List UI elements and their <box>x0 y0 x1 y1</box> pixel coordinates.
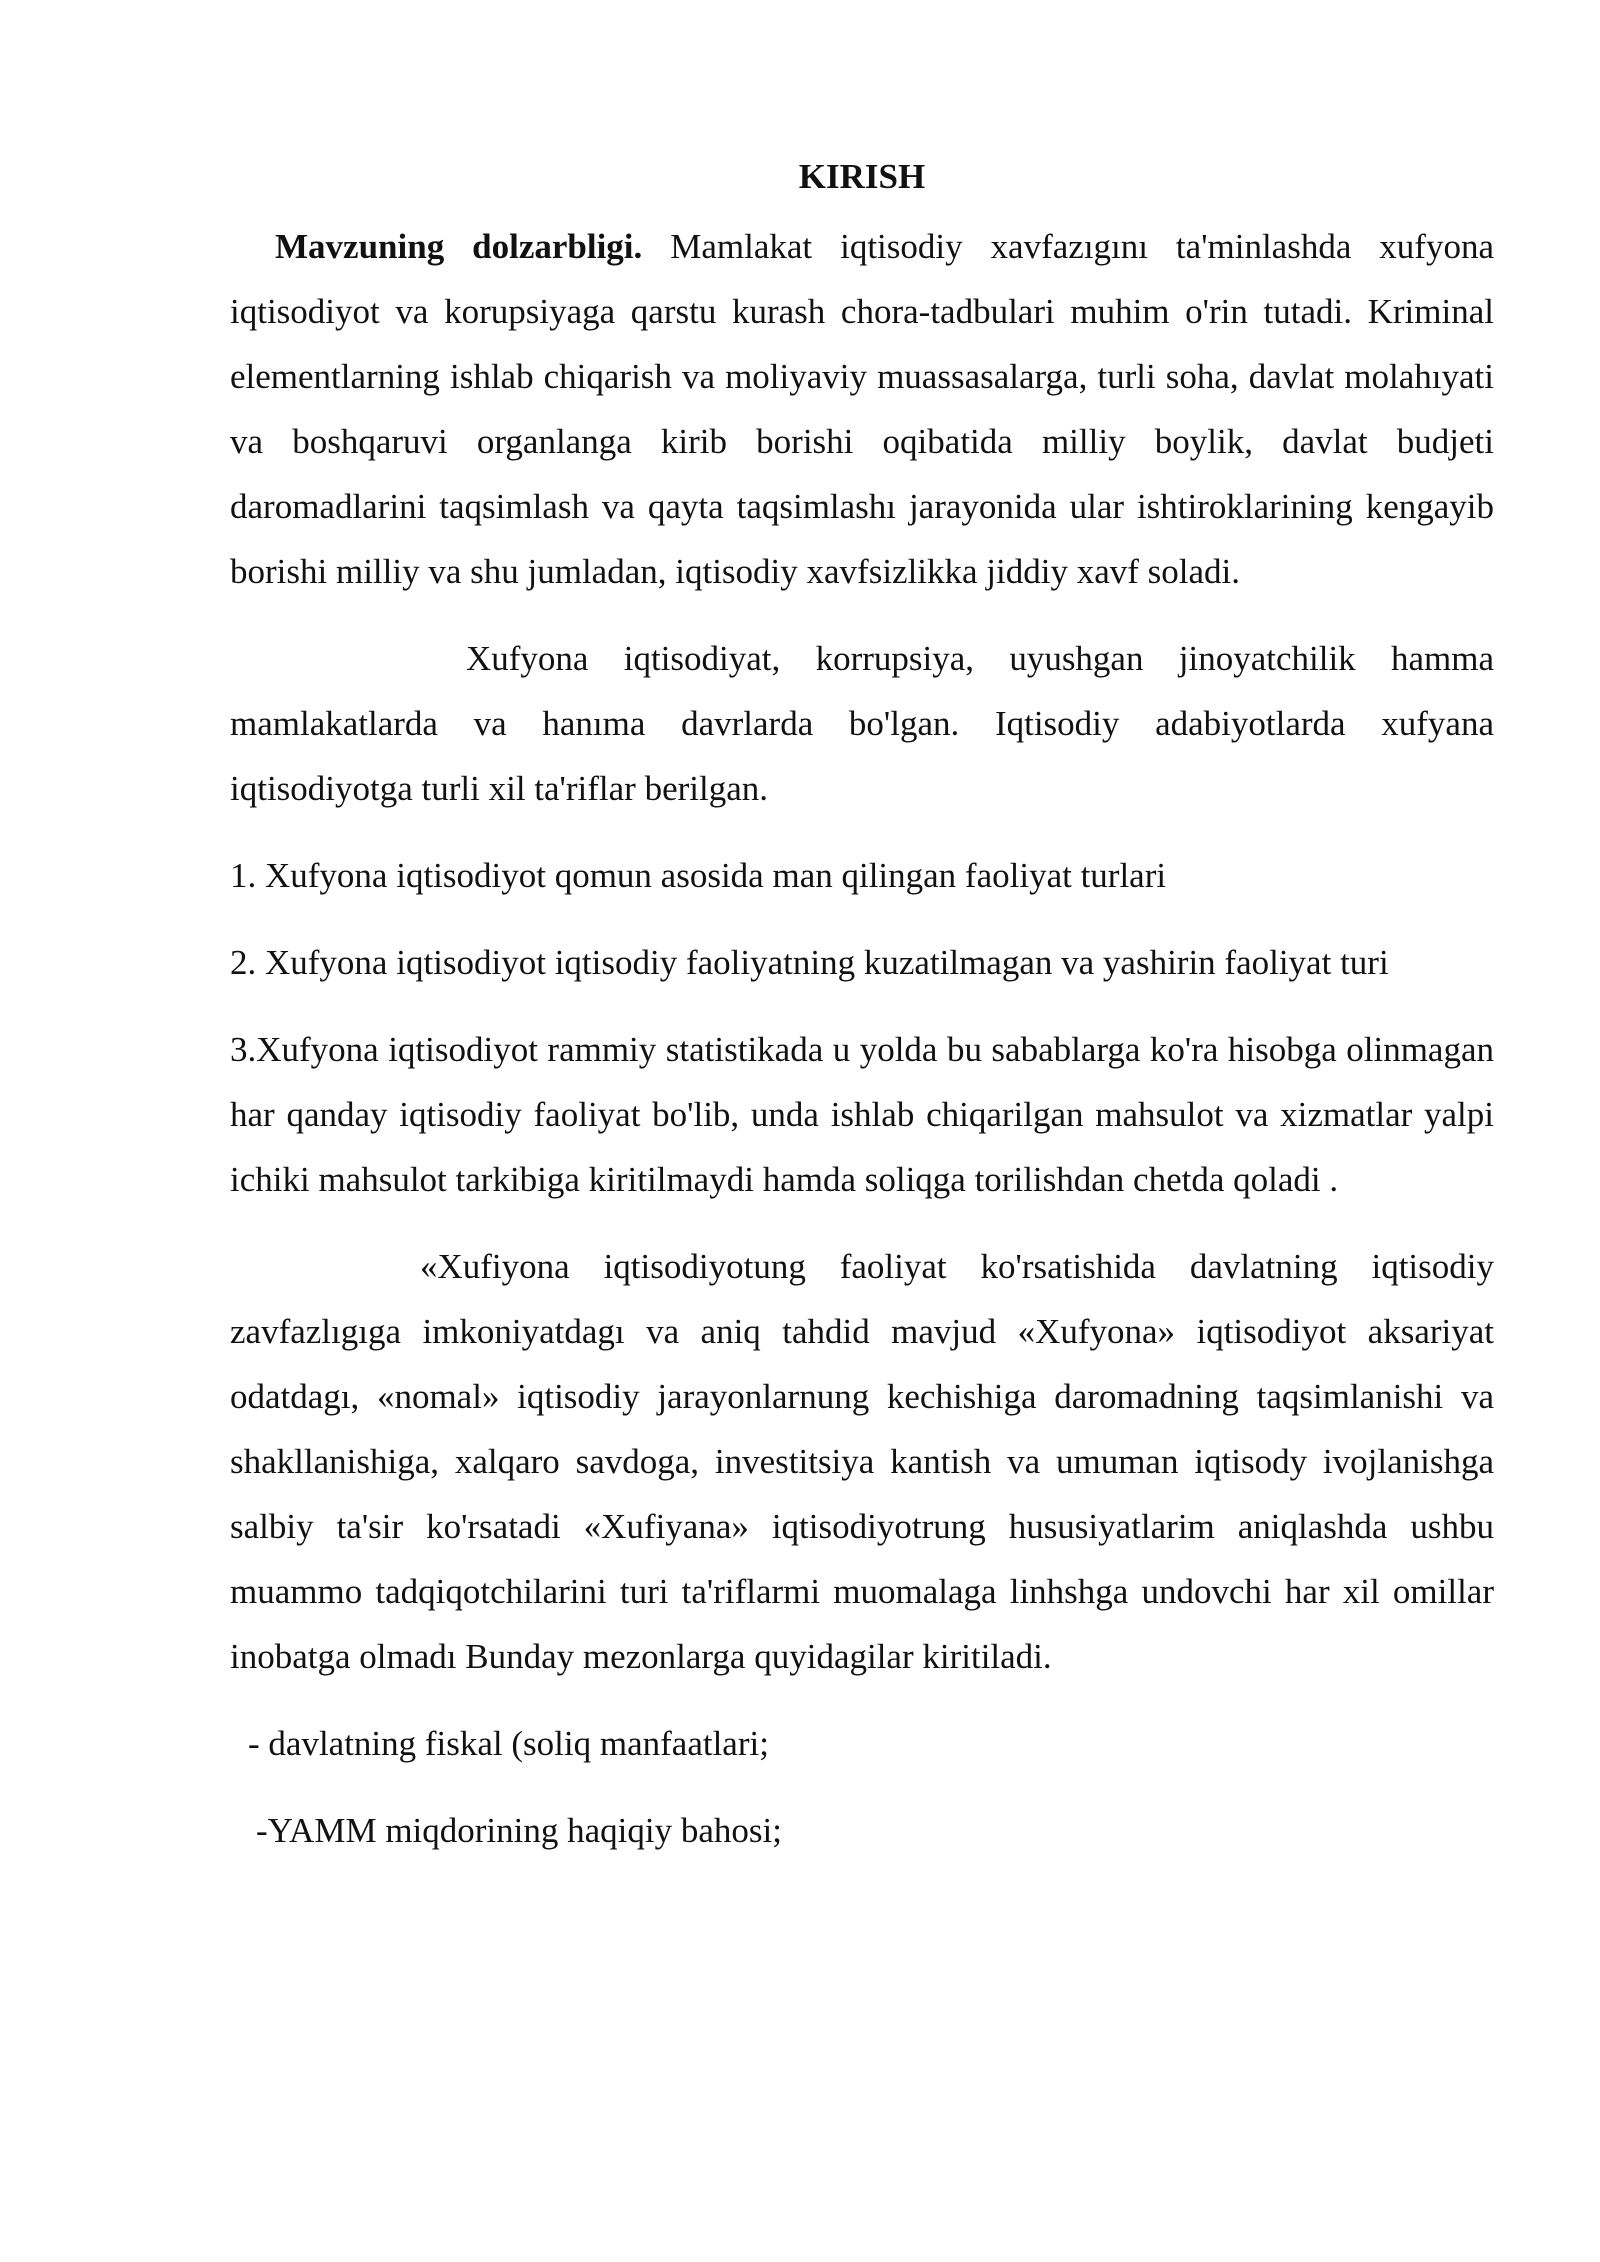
dash-item: -YAMM miqdorining haqiqiy bahosi; <box>256 1811 782 1850</box>
paragraph-impact: «Xufiyona iqtisodiyotung faoliyat ko'rsatishida davlatning iqtisodiy zavfazlıgıga imkoniyatdagı va aniq tahdid mavjud «Xufyona» iqtisodiyot aksariyat odatdagı, «nomal» iqtisodiy jarayonlarnung kechishiga daromadning taqsimlanishi va shakllanishiga, xalqaro savdoga, investitsiya kantish va umuman iqtisody ivojlanishga salbiy ta'sir ko'rsatadi «Xufiyana» iqtisodiyotrung hususiyatlarim aniqlashda ushbu muammo tadqiqotchilarini turi ta'riflarmi muomalaga linhshga undovchi har xil omillar inobatga olmadı Bunday mezonlarga quyidagilar kiritiladi. <box>230 1247 1494 1676</box>
paragraph-definitions: Xufyona iqtisodiyat, korrupsiya, uyushgan jinoyatchilik hamma mamlakatlarda va hanıma davrlarda bo'lgan. Iqtisodiy adabiyotlarda xufyana iqtisodiyotga turli xil ta'riflar berilgan. <box>230 639 1494 808</box>
dash-item: - davlatning fiskal (soliq manfaatlari; <box>248 1724 769 1763</box>
page-title: KIRISH <box>798 157 926 196</box>
list-item: 3.Xufyona iqtisodiyot rammiy statistikada u yolda bu sabablarga ko'ra hisobga olinmagan har qanday iqtisodiy faoliyat bo'lib, unda ishlab chiqarilgan mahsulot va xizmatlar yalpi ichiki mahsulot tarkibiga kiritilmaydi hamda soliqga torilishdan chetda qoladi . <box>230 1030 1494 1199</box>
paragraph-relevance <box>230 214 1494 604</box>
document-page <box>230 148 1494 1885</box>
list-item: 2. Xufyona iqtisodiyot iqtisodiy faoliyatning kuzatilmagan va yashirin faoliyat turi <box>230 943 1389 982</box>
paragraph-text: Mamlakat iqtisodiy xavfazıgını ta'minlashda xufyona iqtisodiyot va korupsiyaga qarstu kurash chora-tadbulari muhim o'rin tutadi. Kriminal elementlarning ishlab chiqarish va moliyaviy muassasalarga, turli soha, davlat molahıyati va boshqaruvi organlanga kirib borishi oqibatida milliy boylik, davlat budjeti daromadlarini taqsimlash va qayta taqsimlashı jarayonida ular ishtiroklarining kengayib borishi milliy va shu jumladan, iqtisodiy xavfsizlikka jiddiy xavf soladi. <box>230 227 1494 591</box>
list-item: 1. Xufyona iqtisodiyot qomun asosida man qilingan faoliyat turlari <box>230 856 1167 895</box>
paragraph-lead: Mavzuning dolzarbligi. <box>275 227 643 266</box>
